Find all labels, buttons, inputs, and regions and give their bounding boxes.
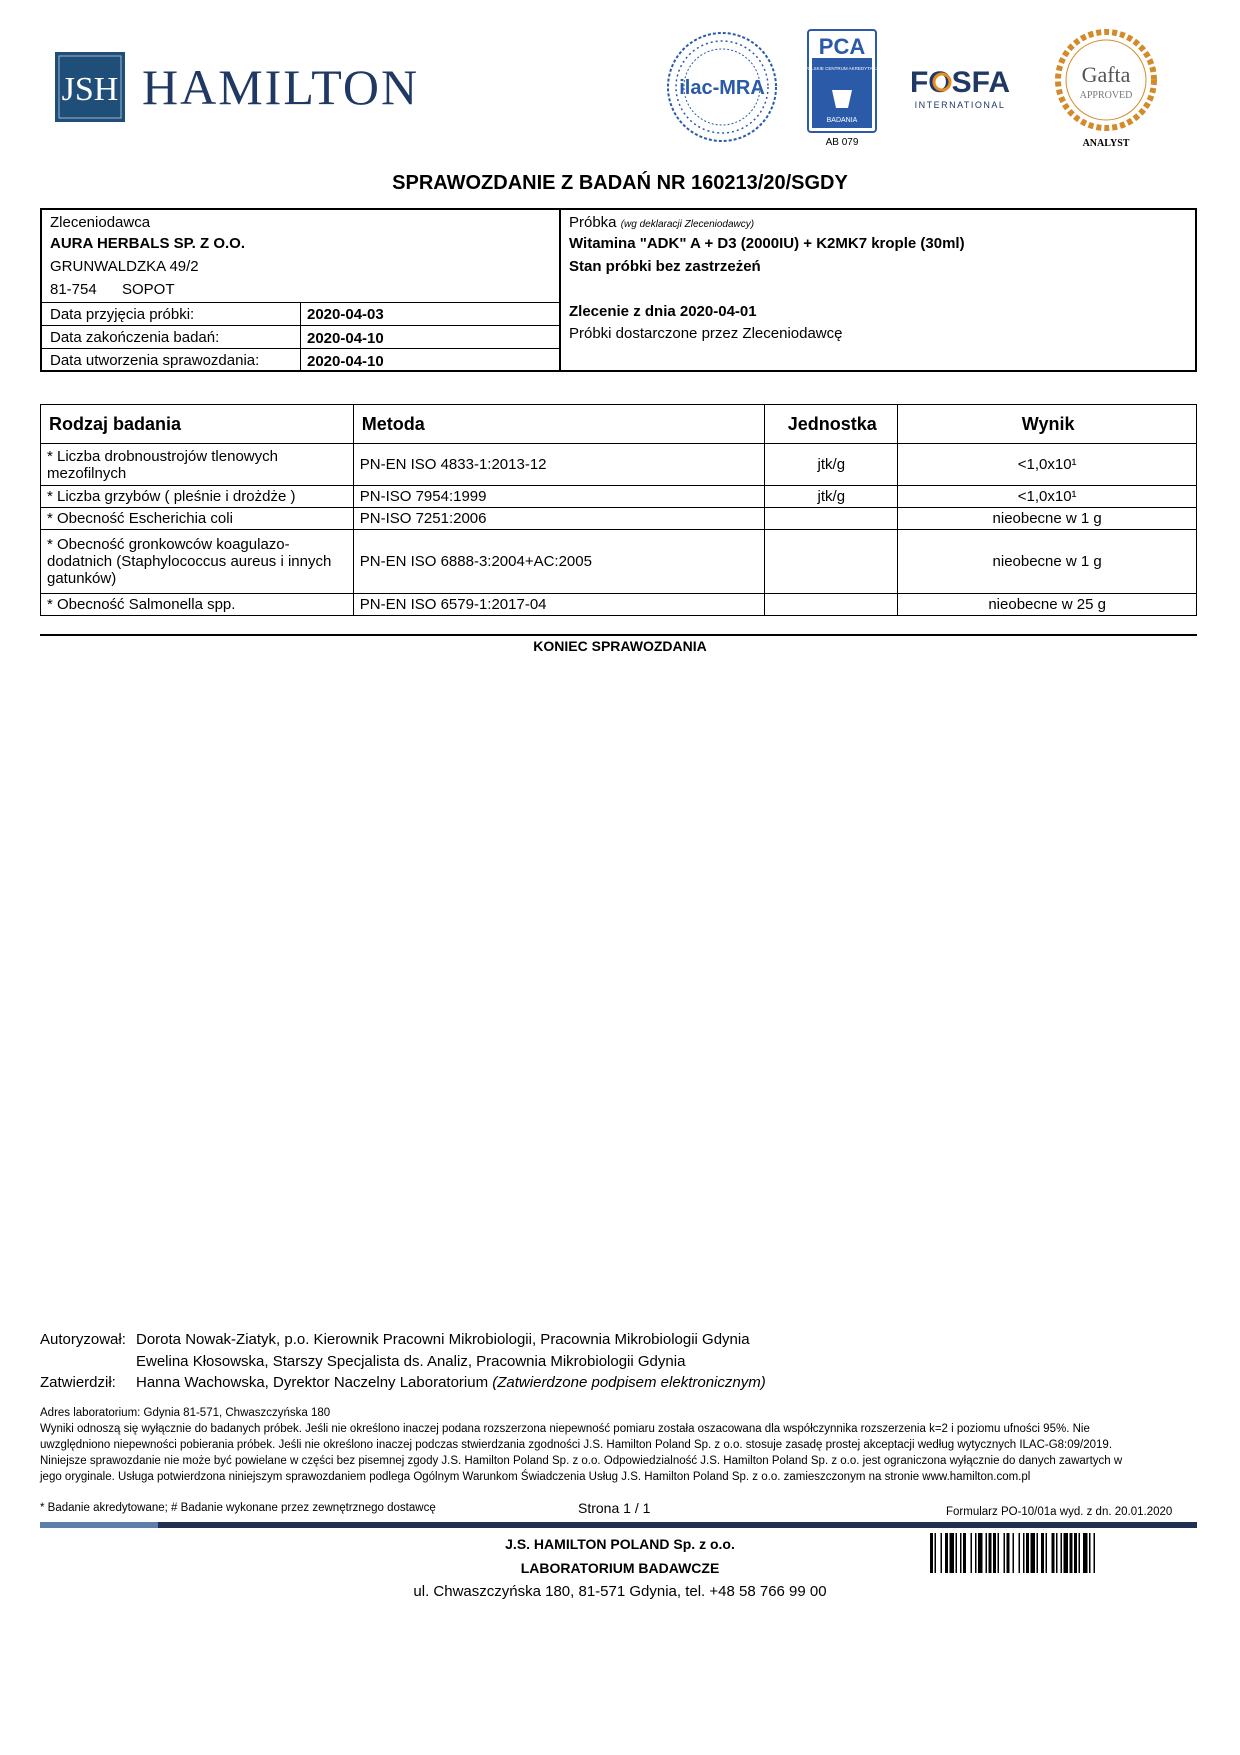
date-column-divider (300, 302, 301, 370)
test-name: * Obecność gronkowców koagulazo-dodatnich (Staphylococcus aureus i innych gatunków) (41, 530, 354, 594)
barcode-bar (1064, 1533, 1069, 1573)
test-name: * Obecność Salmonella spp. (41, 594, 354, 616)
report-barcode (930, 1533, 1188, 1573)
company-logo-mark (55, 52, 125, 122)
barcode-bar (945, 1533, 948, 1573)
barcode-bar (1074, 1533, 1077, 1573)
table-row (41, 444, 1197, 486)
test-method: PN-EN ISO 4833-1:2013-12 (353, 444, 765, 486)
svg-text:POLSKIE CENTRUM AKREDYTACJI: POLSKIE CENTRUM AKREDYTACJI (806, 66, 878, 71)
test-unit (765, 530, 898, 594)
svg-text:APPROVED: APPROVED (1079, 90, 1133, 101)
column-header-result: Wynik (898, 405, 1197, 444)
svg-text:ANALYST: ANALYST (1082, 138, 1130, 149)
form-identifier: Formularz PO-10/01a wyd. z dn. 20.01.2020 (946, 1506, 1173, 1518)
date-completed-value: 2020-04-10 (307, 330, 384, 347)
page-number: Strona 1 / 1 (578, 1500, 651, 1516)
test-unit (765, 594, 898, 616)
svg-text:INTERNATIONAL: INTERNATIONAL (914, 100, 1006, 110)
footer-company-name: J.S. HAMILTON POLAND Sp. z o.o. (505, 1536, 735, 1552)
barcode-bar (993, 1533, 996, 1573)
svg-text:AB 079: AB 079 (825, 137, 859, 148)
client-label: Zleceniodawca (50, 214, 151, 231)
svg-text:PCA: PCA (818, 34, 866, 59)
authorized-person-2: Ewelina Kłosowska, Starszy Specjalista ds. Analiz, Pracownia Mikrobiologii Gdynia (136, 1353, 686, 1370)
ilac-mra-badge (665, 30, 780, 145)
column-header-unit: Jednostka (765, 405, 898, 444)
test-unit (765, 508, 898, 530)
barcode-bar (935, 1533, 937, 1573)
test-name: * Liczba grzybów ( pleśnie i drożdże ) (41, 486, 354, 508)
table-row (41, 594, 1197, 616)
order-date: Zlecenie z dnia 2020-04-01 (569, 303, 757, 320)
test-name: * Liczba drobnoustrojów tlenowych mezofilnych (41, 444, 354, 486)
barcode-bar (989, 1533, 992, 1573)
barcode-bar (1056, 1533, 1058, 1573)
footer-lab-name: LABORATORIUM BADAWCZE (520, 1560, 720, 1576)
date-created-label: Data utworzenia sprawozdania: (50, 352, 260, 369)
barcode-bar (941, 1533, 943, 1573)
table-row (41, 530, 1197, 594)
barcode-bar (1094, 1533, 1096, 1573)
lab-address-note: Adres laboratorium: Gdynia 81-571, Chwaszczyńska 180 (40, 1407, 331, 1419)
accreditation-legend: * Badanie akredytowane; # Badanie wykonane przez zewnętrznego dostawcę (40, 1502, 436, 1514)
end-of-report-line (40, 634, 1197, 636)
client-city: SOPOT (122, 281, 175, 298)
table-row (41, 486, 1197, 508)
company-logo-text: HAMILTON (142, 59, 420, 115)
sample-condition: Stan próbki bez zastrzeżeń (569, 258, 761, 275)
barcode-bar (978, 1533, 983, 1573)
barcode-bar (998, 1533, 1000, 1573)
barcode-bar (1037, 1533, 1039, 1573)
notes-line-3: Niniejsze sprawozdanie nie może być powielane w części bez pisemnej zgody J.S. Hamilton Poland Sp. z o.o. Odpowiedzialność J.S. Hamilton Poland Sp. z o.o. jest ograniczona wyłącznie do danych zawartych w (40, 1455, 1123, 1467)
footer-bar (158, 1522, 1197, 1528)
barcode-bar (1026, 1533, 1029, 1573)
pca-accreditation-badge (806, 28, 878, 150)
barcode-bar (1007, 1533, 1010, 1573)
barcode-bar (986, 1533, 988, 1573)
barcode-bar (956, 1533, 958, 1573)
date-received-value: 2020-04-03 (307, 306, 384, 323)
column-header-method: Metoda (353, 405, 765, 444)
date-completed-label: Data zakończenia badań: (50, 329, 220, 346)
svg-text:Gafta: Gafta (1081, 62, 1131, 87)
test-result: nieobecne w 1 g (898, 508, 1197, 530)
sample-label-note: (wg deklaracji Zleceniodawcy) (620, 219, 755, 230)
authorized-label: Autoryzował: (40, 1331, 126, 1348)
results-table (40, 404, 1197, 616)
barcode-bar (1089, 1533, 1091, 1573)
table-row (41, 508, 1197, 530)
notes-line-1: Wyniki odnoszą się wyłącznie do badanych próbek. Jeśli nie określono inaczej podana rozszerzona niepewność pomiaru została oszacowana dla współczynnika rozszerzenia k=2 i poziomu ufności 95%. Nie (40, 1423, 1090, 1435)
approved-person: Hanna Wachowska, Dyrektor Naczelny Laboratorium (Zatwierdzone podpisem elektronicznym) (136, 1374, 766, 1391)
barcode-bar (950, 1533, 955, 1573)
barcode-bar (1004, 1533, 1006, 1573)
barcode-bar (1023, 1533, 1025, 1573)
barcode-bar (1083, 1533, 1088, 1573)
barcode-bar (1061, 1533, 1063, 1573)
test-result: <1,0x10¹ (898, 444, 1197, 486)
approved-label: Zatwierdził: (40, 1374, 116, 1391)
svg-text:JSH: JSH (61, 71, 119, 108)
report-title: SPRAWOZDANIE Z BADAŃ NR 160213/20/SGDY (392, 172, 848, 194)
column-header-test: Rodzaj badania (41, 405, 354, 444)
end-of-report-text: KONIEC SPRAWOZDANIA (533, 638, 707, 654)
barcode-bar (1070, 1533, 1073, 1573)
svg-text:ilac-MRA: ilac-MRA (679, 77, 765, 99)
sample-name: Witamina "ADK" A + D3 (2000IU) + K2MK7 krople (30ml) (569, 235, 965, 252)
barcode-bar (1031, 1533, 1036, 1573)
test-unit: jtk/g (765, 444, 898, 486)
test-method: PN-EN ISO 6888-3:2004+AC:2005 (353, 530, 765, 594)
date-created-value: 2020-04-10 (307, 353, 384, 370)
info-divider (559, 210, 561, 370)
barcode-bar (1013, 1533, 1015, 1573)
sample-label: Próbka (wg deklaracji Zleceniodawcy) (569, 214, 755, 231)
barcode-bar (1041, 1533, 1044, 1573)
test-unit: jtk/g (765, 486, 898, 508)
test-method: PN-ISO 7954:1999 (353, 486, 765, 508)
svg-text:FOSFA: FOSFA (909, 66, 1011, 99)
barcode-bar (1046, 1533, 1048, 1573)
test-result: nieobecne w 1 g (898, 530, 1197, 594)
client-name: AURA HERBALS SP. Z O.O. (50, 235, 246, 252)
barcode-bar (971, 1533, 973, 1573)
test-method: PN-ISO 7251:2006 (353, 508, 765, 530)
notes-line-2: uwzględniono niepewności pobierania próbek. Jeśli nie określono inaczej podczas stwierdzania zgodności J.S. Hamilton Poland Sp. z o.o. stosuje zasadę prostej akceptacji według wytycznych ILAC-G8:09/2019. (40, 1439, 1113, 1451)
test-result: nieobecne w 25 g (898, 594, 1197, 616)
barcode-bar (1079, 1533, 1081, 1573)
report-info-box (40, 208, 1197, 372)
svg-text:BADANIA: BADANIA (826, 117, 858, 124)
test-method: PN-EN ISO 6579-1:2017-04 (353, 594, 765, 616)
gafta-badge (1050, 28, 1162, 150)
test-result: <1,0x10¹ (898, 486, 1197, 508)
barcode-bar (1052, 1533, 1055, 1573)
notes-line-4: jego oryginale. Usługa potwierdzona niniejszym sprawozdaniem podlega Ogólnym Warunkom Świadczenia Usług J.S. Hamilton Poland Sp. z o.o. zamieszczonym na stronie www.hamilton.com.pl (40, 1471, 1031, 1483)
footer-address: ul. Chwaszczyńska 180, 81-571 Gdynia, tel. +48 58 766 99 00 (413, 1583, 827, 1600)
date-received-label: Data przyjęcia próbki: (50, 306, 195, 323)
approved-note: (Zatwierdzone podpisem elektronicznym) (492, 1374, 766, 1391)
barcode-bar (963, 1533, 966, 1573)
footer-bar-accent (40, 1522, 158, 1528)
barcode-bar (930, 1533, 933, 1573)
client-street: GRUNWALDZKA 49/2 (50, 258, 199, 275)
client-postcode: 81-754 (50, 281, 97, 298)
sample-delivery: Próbki dostarczone przez Zleceniodawcę (569, 325, 843, 342)
fosfa-badge (905, 62, 1015, 112)
barcode-bar (1019, 1533, 1021, 1573)
test-name: * Obecność Escherichia coli (41, 508, 354, 530)
results-header-row (41, 405, 1197, 444)
barcode-bar (975, 1533, 977, 1573)
barcode-bar (960, 1533, 962, 1573)
authorized-person-1: Dorota Nowak-Ziatyk, p.o. Kierownik Pracowni Mikrobiologii, Pracownia Mikrobiologii Gdynia (136, 1331, 750, 1348)
